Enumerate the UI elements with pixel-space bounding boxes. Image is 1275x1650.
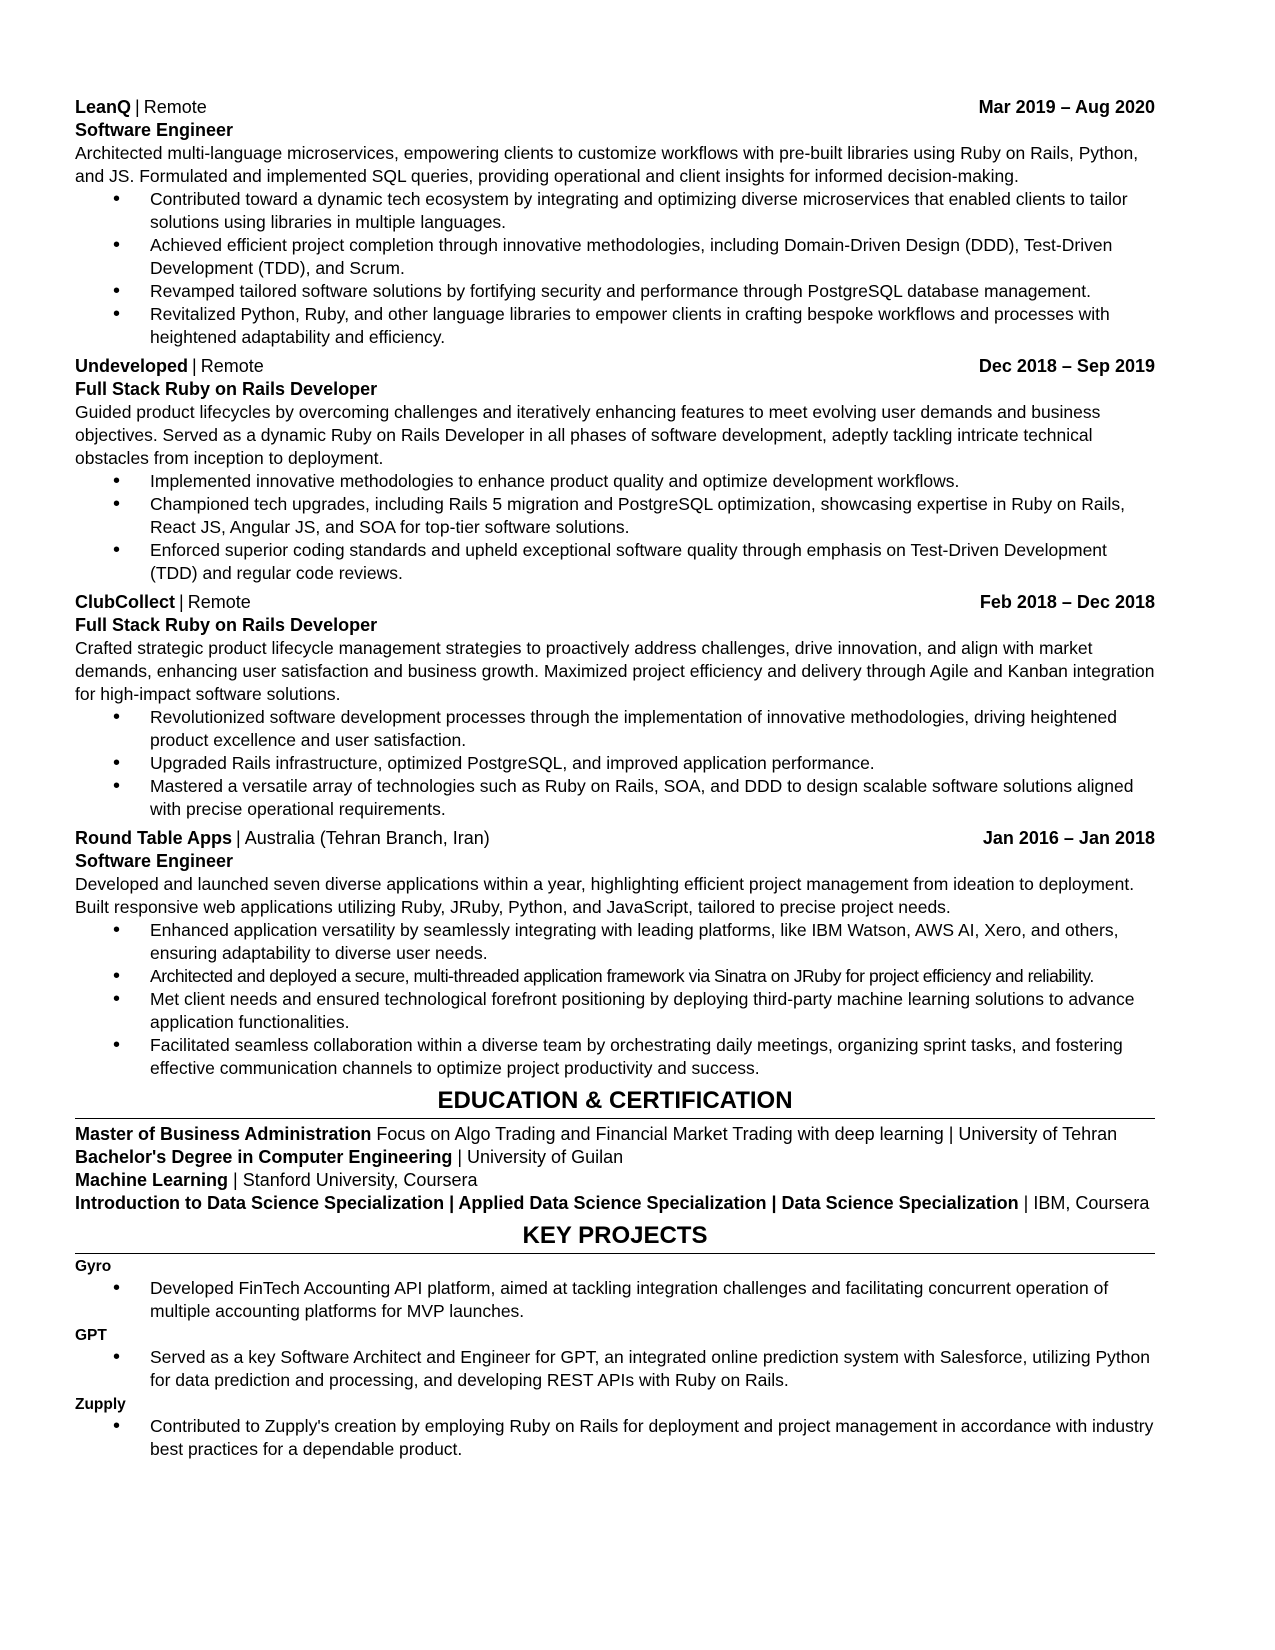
education-section-title: EDUCATION & CERTIFICATION	[75, 1086, 1155, 1119]
job-entry	[75, 355, 1155, 585]
education-detail: Focus on Algo Trading and Financial Market Trading with deep learning | University of Tehran	[371, 1124, 1118, 1144]
bullet-item: • Contributed to Zupply's creation by employing Ruby on Rails for deployment and project management in accordance with industry best practices for a dependable product.	[75, 1415, 1155, 1461]
separator: |	[236, 828, 241, 848]
job-summary: Developed and launched seven diverse applications within a year, highlighting efficient project management from ideation to deployment. Built responsive web applications utilizing Ruby, JRuby, Python, and JavaScript, tailored to precise project needs.	[75, 874, 1135, 917]
project-name: Gyro	[75, 1258, 112, 1275]
job-summary: Architected multi-language microservices, empowering clients to customize workflows with pre-built libraries using Ruby on Rails, Python, and JS. Formulated and implemented SQL queries, providing operational and client insights for informed decision-making.	[75, 143, 1139, 186]
education-detail: | IBM, Coursera	[1018, 1193, 1150, 1213]
bullet-item: • Facilitated seamless collaboration within a diverse team by orchestrating daily meetings, organizing sprint tasks, and fostering effective communication channels to optimize project productivity and success.	[75, 1034, 1155, 1080]
job-role: Full Stack Ruby on Rails Developer	[75, 615, 378, 635]
bullet-item: • Revitalized Python, Ruby, and other language libraries to empower clients in crafting bespoke workflows and processes with heightened adaptability and efficiency.	[75, 303, 1155, 349]
separator: |	[135, 97, 140, 117]
job-company-location	[75, 96, 207, 119]
job-header	[75, 591, 1155, 614]
job-location: Remote	[187, 592, 251, 612]
bullet-item: • Upgraded Rails infrastructure, optimized PostgreSQL, and improved application performance.	[75, 752, 1155, 775]
job-role: Software Engineer	[75, 851, 234, 871]
job-dates: Mar 2019 – Aug 2020	[978, 97, 1155, 117]
education-degree: Bachelor's Degree in Computer Engineering	[75, 1147, 453, 1167]
projects-section-title: KEY PROJECTS	[75, 1221, 1155, 1254]
bullet-item: • Championed tech upgrades, including Rails 5 migration and PostgreSQL optimization, showcasing expertise in Ruby on Rails, React JS, Angular JS, and SOA for top-tier software solutions.	[75, 493, 1155, 539]
job-company-location	[75, 591, 251, 614]
job-summary: Guided product lifecycles by overcoming challenges and iteratively enhancing features to meet evolving user demands and business objectives. Served as a dynamic Ruby on Rails Developer in all phases of software development, adeptly tackling intricate technical obstacles from inception to deployment.	[75, 402, 1101, 468]
project-bullets	[75, 1415, 1155, 1461]
job-location: Remote	[143, 97, 207, 117]
job-dates: Jan 2016 – Jan 2018	[982, 828, 1155, 848]
education-degree: Introduction to Data Science Specialization | Applied Data Science Specialization | Data Science Specialization	[75, 1193, 1019, 1213]
job-bullets	[75, 919, 1155, 1080]
project-bullets	[75, 1277, 1155, 1323]
project-name: GPT	[75, 1327, 107, 1344]
bullet-item: • Enhanced application versatility by seamlessly integrating with leading platforms, like IBM Watson, AWS AI, Xero, and others, ensuring adaptability to diverse user needs.	[75, 919, 1155, 965]
education-detail: | University of Guilan	[452, 1147, 624, 1167]
bullet-item: • Contributed toward a dynamic tech ecosystem by integrating and optimizing diverse microservices that enabled clients to tailor solutions using libraries in multiple languages.	[75, 188, 1155, 234]
job-header	[75, 827, 1155, 850]
job-entry	[75, 827, 1155, 1080]
job-location: Remote	[200, 356, 264, 376]
company-name: LeanQ	[75, 97, 132, 117]
job-summary: Crafted strategic product lifecycle management strategies to proactively address challenges, drive innovation, and align with market demands, enhancing user satisfaction and business growth. Maximized project efficiency and delivery through Agile and Kanban integration for high-impact software solutions.	[75, 638, 1155, 704]
job-entry	[75, 591, 1155, 821]
education-detail: | Stanford University, Coursera	[228, 1170, 478, 1190]
job-bullets	[75, 188, 1155, 349]
separator: |	[192, 356, 197, 376]
job-entry	[75, 96, 1155, 349]
education-degree: Machine Learning	[75, 1170, 229, 1190]
job-role: Full Stack Ruby on Rails Developer	[75, 379, 378, 399]
separator: |	[179, 592, 184, 612]
education-degree: Master of Business Administration	[75, 1124, 372, 1144]
job-header	[75, 96, 1155, 119]
project-entry	[75, 1325, 1155, 1392]
job-bullets	[75, 470, 1155, 585]
job-dates: Feb 2018 – Dec 2018	[979, 592, 1155, 612]
job-dates: Dec 2018 – Sep 2019	[978, 356, 1155, 376]
job-role: Software Engineer	[75, 120, 234, 140]
company-name: ClubCollect	[75, 592, 176, 612]
job-location: Australia (Tehran Branch, Iran)	[244, 828, 490, 848]
bullet-item: • Met client needs and ensured technological forefront positioning by deploying third-party machine learning solutions to advance application functionalities.	[75, 988, 1155, 1034]
project-entry	[75, 1394, 1155, 1461]
job-bullets	[75, 706, 1155, 821]
education-item	[75, 1192, 1155, 1215]
project-bullets	[75, 1346, 1155, 1392]
education-item	[75, 1123, 1155, 1146]
project-name: Zupply	[75, 1396, 126, 1413]
bullet-item: • Architected and deployed a secure, multi-threaded application framework via Sinatra on JRuby for project efficiency and reliability.	[75, 965, 1155, 988]
company-name: Round Table Apps	[75, 828, 232, 848]
bullet-item: • Mastered a versatile array of technologies such as Ruby on Rails, SOA, and DDD to design scalable software solutions aligned with precise operational requirements.	[75, 775, 1155, 821]
bullet-item: • Implemented innovative methodologies to enhance product quality and optimize development workflows.	[75, 470, 1155, 493]
bullet-item: • Served as a key Software Architect and Engineer for GPT, an integrated online prediction system with Salesforce, utilizing Python for data prediction and processing, and developing REST APIs with Ruby on Rails.	[75, 1346, 1155, 1392]
bullet-item: • Developed FinTech Accounting API platform, aimed at tackling integration challenges and facilitating concurrent operation of multiple accounting platforms for MVP launches.	[75, 1277, 1155, 1323]
bullet-item: • Enforced superior coding standards and upheld exceptional software quality through emphasis on Test-Driven Development (TDD) and regular code reviews.	[75, 539, 1155, 585]
job-header	[75, 355, 1155, 378]
education-item	[75, 1146, 1155, 1169]
bullet-item: • Revamped tailored software solutions by fortifying security and performance through PostgreSQL database management.	[75, 280, 1155, 303]
bullet-item: • Achieved efficient project completion through innovative methodologies, including Domain-Driven Design (DDD), Test-Driven Development (TDD), and Scrum.	[75, 234, 1155, 280]
project-entry	[75, 1256, 1155, 1323]
job-company-location	[75, 355, 264, 378]
education-item	[75, 1169, 1155, 1192]
company-name: Undeveloped	[75, 356, 189, 376]
education-list	[75, 1123, 1155, 1215]
job-company-location	[75, 827, 490, 850]
bullet-item: • Revolutionized software development processes through the implementation of innovative methodologies, driving heightened product excellence and user satisfaction.	[75, 706, 1155, 752]
